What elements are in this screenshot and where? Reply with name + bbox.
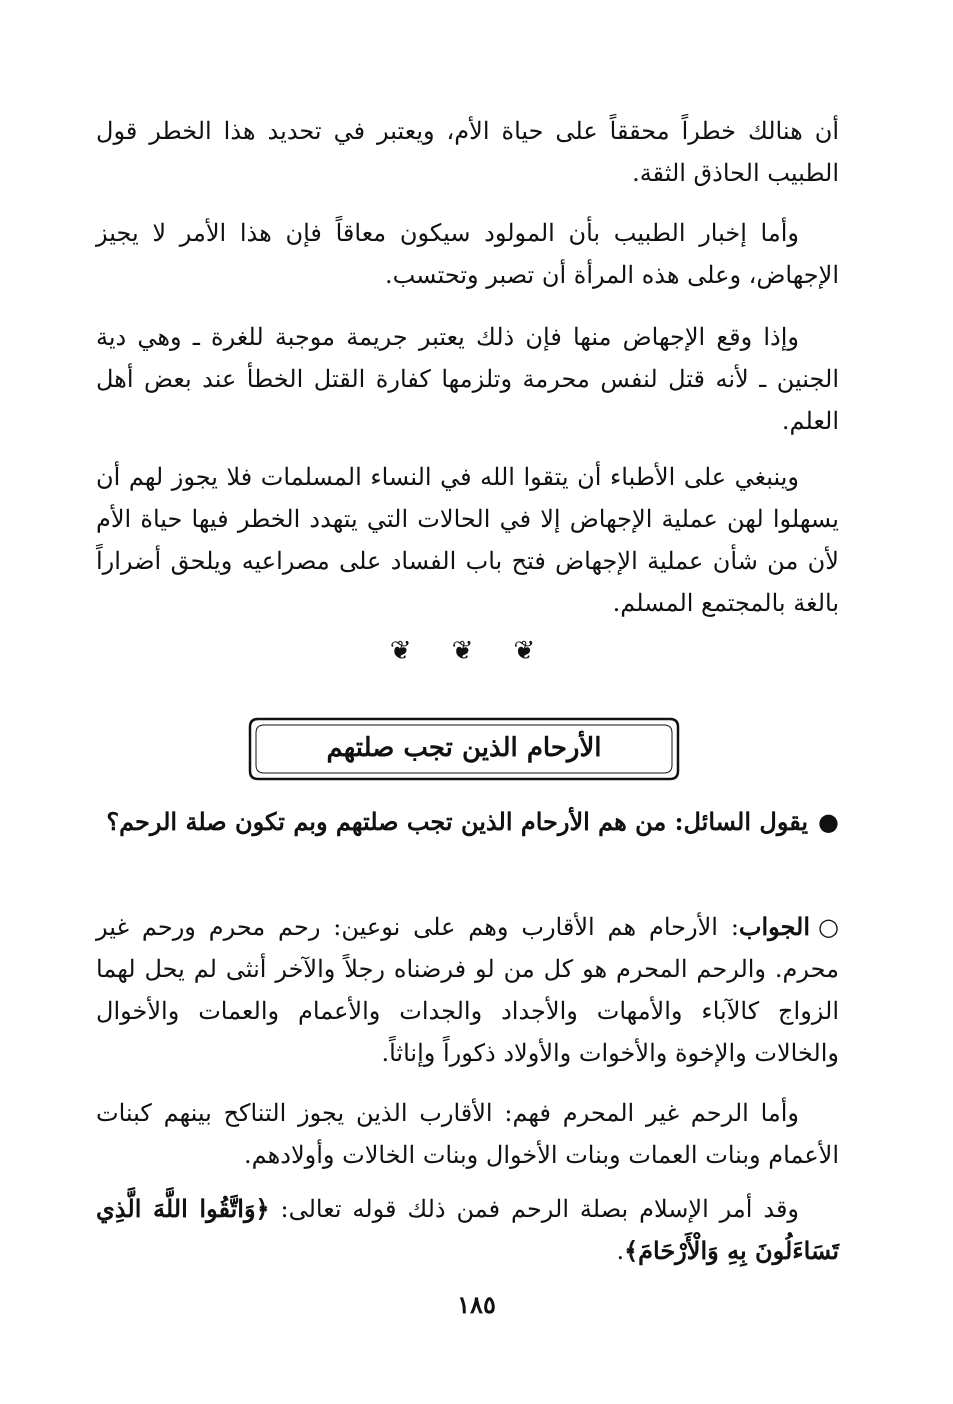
bullet-icon: ● [818,807,839,836]
quran-verse: ﴿وَاتَّقُوا اللَّهَ الَّذِي تَسَاءَلُونَ بِهِ وَالْأَرْحَامَ﴾ [96,1194,839,1265]
question-text: يقول السائل: من هم الأرحام الذين تجب صلتهم وبم تكون صلة الرحم؟ [106,807,809,836]
answer-text: : الأرحام هم الأقارب وهم على نوعين: رحم محرم ورحم غير محرم. والرحم المحرم هو كل من لو فرضناه رجلاً والآخر أنثى لم يحل لهما الزواج كالآباء والأمهات والأجداد والجدات والأعمام والعمات والأخوال والخالات والإخوة والأخوات والأولاد ذكوراً وإناثاً. [96,913,839,1067]
paragraph-abortion-penalty: وإذا وقع الإجهاض منها فإن ذلك يعتبر جريمة موجبة للغرة ـ وهي دية الجنين ـ لأنه قتل لنفس محرمة وتلزمها كفارة القتل الخطأ عند بعض أهل العلم. [96,323,839,435]
section-title: الأرحام الذين تجب صلتهم [326,733,602,763]
circle-marker-icon: ○ [818,913,839,941]
paragraph-disabled-fetus: وأما إخبار الطبيب بأن المولود سيكون معاقاً فإن هذا الأمر لا يجيز الإجهاض، وعلى هذه المرأة أن تصبر وتحتسب. [96,219,839,289]
paragraph-non-mahram: وأما الرحم غير المحرم فهم: الأقارب الذين يجوز التناكح بينهم كبنات الأعمام وبنات العمات وبنات الأخوال وبنات الخالات وأولادهم. [96,1099,839,1169]
ornament-glyph: ❦ [451,636,502,666]
question-paragraph [96,800,839,844]
paragraph-continuation: أن هنالك خطراً محققاً على حياة الأم، ويعتبر في تحديد هذا الخطر قول الطبيب الحاذق الثقة. [96,117,839,187]
section-heading-box [246,715,682,783]
answer-label: الجواب [738,912,811,941]
citation-end: . [616,1237,625,1265]
page-number: ١٨٥ [457,1290,496,1319]
paragraph-doctors-advice: وينبغي على الأطباء أن يتقوا الله في النساء المسلمات فلا يجوز لهم أن يسهلوا لهن عملية الإجهاض إلا في الحالات التي يتهدد الخطر فيها حياة الأم لأن من شأن عملية الإجهاض فتح باب الفساد على مصراعيه ويلحق أضراراً بالغة بالمجتمع المسلم. [96,463,839,617]
section-divider-ornament [0,636,953,666]
ornament-glyph: ❦ [389,636,440,666]
citation-lead: وقد أمر الإسلام بصلة الرحم فمن ذلك قوله تعالى: [269,1195,800,1223]
paragraph-quran-citation [96,1188,839,1272]
ornament-glyph: ❦ [513,636,564,666]
answer-paragraph [96,906,839,1074]
